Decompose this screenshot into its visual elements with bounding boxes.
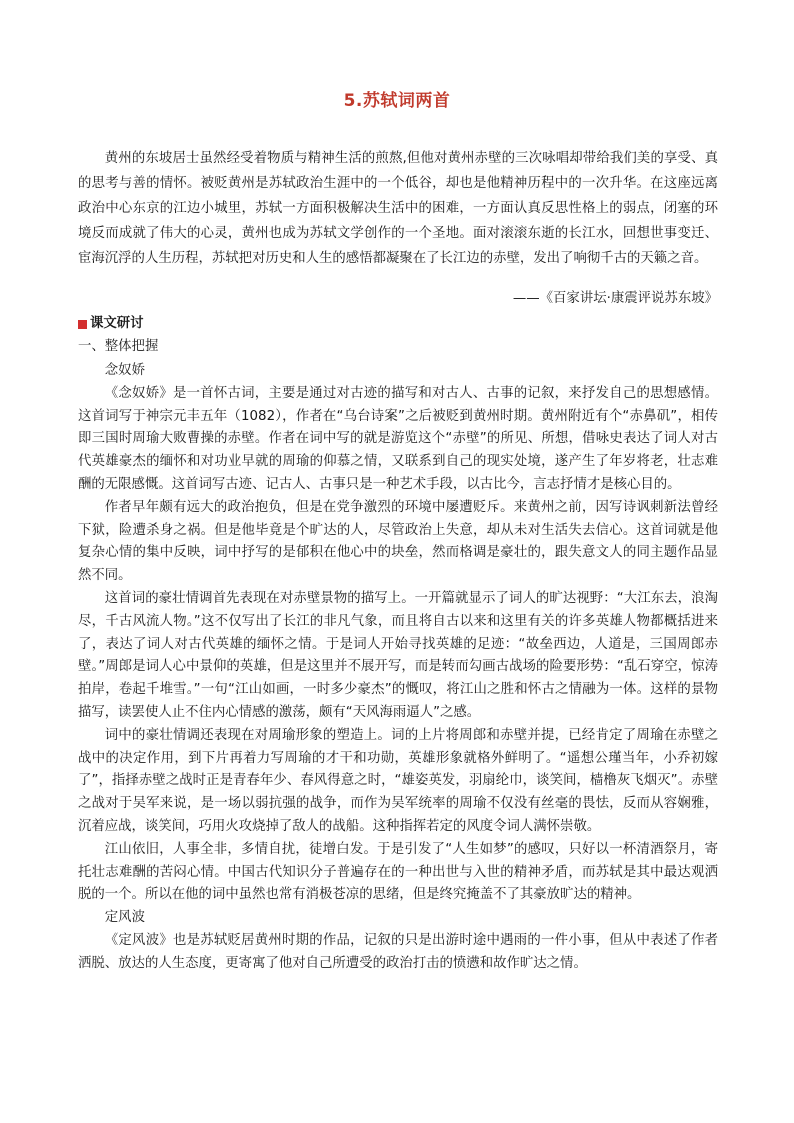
sub-heading: 一、整体把握 <box>78 339 159 354</box>
poem-title-dingfengbo: 定风波 <box>104 910 145 926</box>
paragraph-1: 《念奴娇》是一首怀古词，主要是通过对古迹的描写和对古人、古事的记叙，来抒发自己的思想感情。这首词写于神宗元丰五年（1082），作者在“乌台诗案”之后被贬到黄州时期。黄州附近有个“赤鼻矶”，相传即三国时周瑜大败曹操的赤壁。作者在词中写的就是游览这个“赤壁”的所见、所想，借咏史表达了词人对古代英雄豪杰的缅怀和对功业早就的周瑜的仰慕之情，又联系到自己的现实处境，遂产生了年岁将老，壮志难酬的无限感慨。这首词写古迹、记古人、古事只是一种艺术手段，以古比今，言志抒情才是核心目的。 <box>78 385 718 492</box>
section-heading-label: 课文研讨 <box>90 316 144 331</box>
quote-source: ——《百家讲坛·康震评说苏东坡》 <box>512 291 718 306</box>
paragraph-5: 江山依旧，人事全非，多情自扰，徒增白发。于是引发了“人生如梦”的感叹，只好以一杯清酒祭月，寄托壮志难酬的苦闷心情。中国古代知识分子普遍存在的一种出世与入世的精神矛盾，而苏轼是其中最达观洒脱的一个。所以在他的词中虽然也常有消极苍凉的思绪，但是终究掩盖不了其豪放旷达的精神。 <box>78 841 718 903</box>
poem-title-niannujiao: 念奴娇 <box>104 363 145 378</box>
paragraph-3: 这首词的豪壮情调首先表现在对赤壁景物的描写上。一开篇就显示了词人的旷达视野：“大江东去，浪淘尽，千古风流人物。”这不仅写出了长江的非凡气象，而且将自古以来和这里有关的许多英雄人物都概括进来了，表达了词人对古代英雄的缅怀之情。于是词人开始寻找英雄的足迹：“故垒西边，人道是，三国周郎赤壁。”周郎是词人心中景仰的英雄，但是这里并不展开写，而是转而勾画古战场的险要形势：“乱石穿空，惊涛拍岸，卷起千堆雪。”一句“江山如画，一时多少豪杰”的慨叹，将江山之胜和怀古之情融为一体。这样的景物描写，读罢使人止不住内心情感的激荡，颇有“天风海雨逼人”之感。 <box>78 590 718 720</box>
paragraph-2: 作者早年颇有远大的政治抱负，但是在党争激烈的环境中屡遭贬斥。来黄州之前，因写诗讽刺新法曾经下狱，险遭杀身之祸。但是他毕竟是个旷达的人，尽管政治上失意，却从未对生活失去信心。这首词就是他复杂心情的集中反映，词中抒写的是郁积在他心中的块垒，然而格调是豪壮的，跟失意文人的同主题作品显然不同。 <box>78 499 718 584</box>
red-square-icon <box>78 320 87 329</box>
paragraph-6: 《定风波》也是苏轼贬居黄州时期的作品，记叙的只是出游时途中遇雨的一件小事，但从中表述了作者洒脱、放达的人生态度，更寄寓了他对自己所遭受的政治打击的愤懑和故作旷达之情。 <box>78 932 718 971</box>
page-title: 5.苏轼词两首 <box>343 91 451 111</box>
intro-paragraph: 黄州的东坡居士虽然经受着物质与精神生活的煎熬,但他对黄州赤壁的三次咏唱却带给我们美的享受、真的思考与善的情怀。被贬黄州是苏轼政治生涯中的一个低谷，却也是他精神历程中的一次升华。在这座远离政治中心东京的江边小城里，苏轼一方面积极解决生活中的困难，一方面认真反思性格上的弱点，闭塞的环境反而成就了伟大的心灵，黄州也成为苏轼文学创作的一个圣地。面对滚滚东逝的长江水，回想世事变迁、宦海沉浮的人生历程，苏轼把对历史和人生的感悟都凝聚在了长江边的赤壁，发出了响彻千古的天籁之音。 <box>78 151 718 266</box>
body-text <box>78 360 718 976</box>
section-heading <box>78 314 144 334</box>
paragraph-4: 词中的豪壮情调还表现在对周瑜形象的塑造上。词的上片将周郎和赤壁并提，已经肯定了周瑜在赤壁之战中的决定作用，到下片再着力写周瑜的才干和功勋，英雄形象就格外鲜明了。“遥想公瑾当年，小乔初嫁了”，指择赤壁之战时正是青春年少、春风得意之时，“雄姿英发，羽扇纶巾，谈笑间，樯橹灰飞烟灭”。赤壁之战对于吴军来说，是一场以弱抗强的战争，而作为吴军统率的周瑜不仅没有丝毫的畏怯，反而从容娴雅，沉着应战，谈笑间，巧用火攻烧掉了敌人的战船。这种指挥若定的风度令词人满怀崇敬。 <box>78 727 718 834</box>
